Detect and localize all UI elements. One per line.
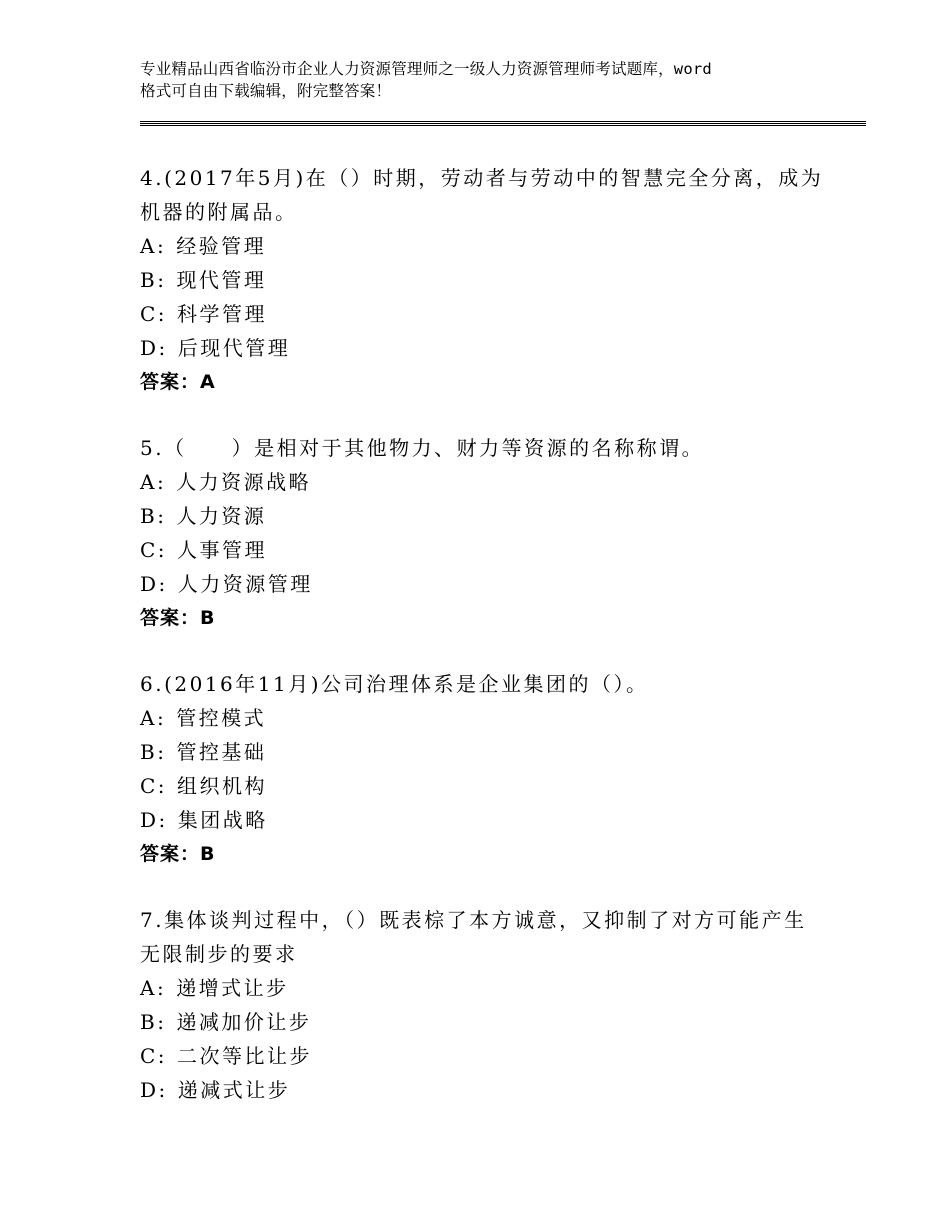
option-text: 科学管理 — [177, 302, 268, 326]
document-header — [140, 58, 840, 102]
option-key: B: — [140, 1010, 167, 1034]
option-text: 递增式让步 — [176, 976, 289, 1000]
option-text: 人力资源 — [176, 504, 267, 528]
option-text: 经验管理 — [176, 234, 267, 258]
option-key: A: — [140, 976, 167, 1000]
option-c — [140, 769, 840, 803]
option-text: 人力资源战略 — [176, 470, 312, 494]
option-b — [140, 263, 840, 297]
option-a — [140, 971, 840, 1005]
question-6 — [140, 667, 840, 871]
question-5 — [140, 431, 840, 635]
option-a — [140, 701, 840, 735]
option-text: 现代管理 — [176, 268, 267, 292]
option-d — [140, 1073, 840, 1107]
option-key: A: — [140, 234, 167, 258]
option-a — [140, 465, 840, 499]
option-key: A: — [140, 706, 167, 730]
header-rule-bottom — [140, 125, 866, 126]
option-key: C: — [140, 302, 168, 326]
option-d — [140, 803, 840, 837]
question-text: 7.集体谈判过程中，（）既表棕了本方诚意，又抑制了对方可能产生 — [140, 908, 807, 932]
option-a — [140, 229, 840, 263]
header-rule-top — [140, 121, 866, 122]
question-list — [140, 161, 840, 1139]
answer-label: 答案：B — [140, 607, 216, 629]
option-key: B: — [140, 268, 167, 292]
option-text: 管控基础 — [176, 740, 267, 764]
option-key: D: — [140, 572, 168, 596]
option-text: 组织机构 — [177, 774, 268, 798]
option-key: B: — [140, 504, 167, 528]
answer-label: 答案：A — [140, 371, 216, 393]
header-line-1: 专业精品山西省临汾市企业人力资源管理师之一级人力资源管理师考试题库，word — [140, 60, 712, 78]
option-key: B: — [140, 740, 167, 764]
option-key: C: — [140, 774, 168, 798]
question-text-continued: 机器的附属品。 — [140, 200, 298, 224]
option-key: D: — [140, 808, 168, 832]
header-line-2: 格式可自由下载编辑，附完整答案！ — [140, 82, 392, 100]
option-key: A: — [140, 470, 167, 494]
question-text: 6.(2016年11月)公司治理体系是企业集团的（）。 — [140, 672, 649, 696]
question-text: 5.（ ）是相对于其他物力、财力等资源的名称称谓。 — [140, 436, 705, 460]
option-text: 人力资源管理 — [177, 572, 313, 596]
option-text: 管控模式 — [176, 706, 267, 730]
option-key: D: — [140, 336, 168, 360]
question-7 — [140, 903, 840, 1107]
question-4 — [140, 161, 840, 399]
option-b — [140, 1005, 840, 1039]
option-d — [140, 331, 840, 365]
option-key: D: — [140, 1078, 168, 1102]
option-b — [140, 735, 840, 769]
option-d — [140, 567, 840, 601]
option-key: C: — [140, 538, 168, 562]
option-b — [140, 499, 840, 533]
option-text: 后现代管理 — [177, 336, 291, 360]
option-c — [140, 1039, 840, 1073]
option-text: 递减式让步 — [177, 1078, 291, 1102]
header-rule-middle — [140, 123, 866, 124]
question-text-continued: 无限制步的要求 — [140, 942, 298, 966]
question-text: 4.(2017年5月)在（）时期，劳动者与劳动中的智慧完全分离，成为 — [140, 166, 824, 190]
option-text: 二次等比让步 — [177, 1044, 313, 1068]
option-text: 集团战略 — [177, 808, 268, 832]
option-c — [140, 297, 840, 331]
option-c — [140, 533, 840, 567]
option-key: C: — [140, 1044, 168, 1068]
answer-label: 答案：B — [140, 843, 216, 865]
option-text: 递减加价让步 — [176, 1010, 312, 1034]
option-text: 人事管理 — [177, 538, 268, 562]
